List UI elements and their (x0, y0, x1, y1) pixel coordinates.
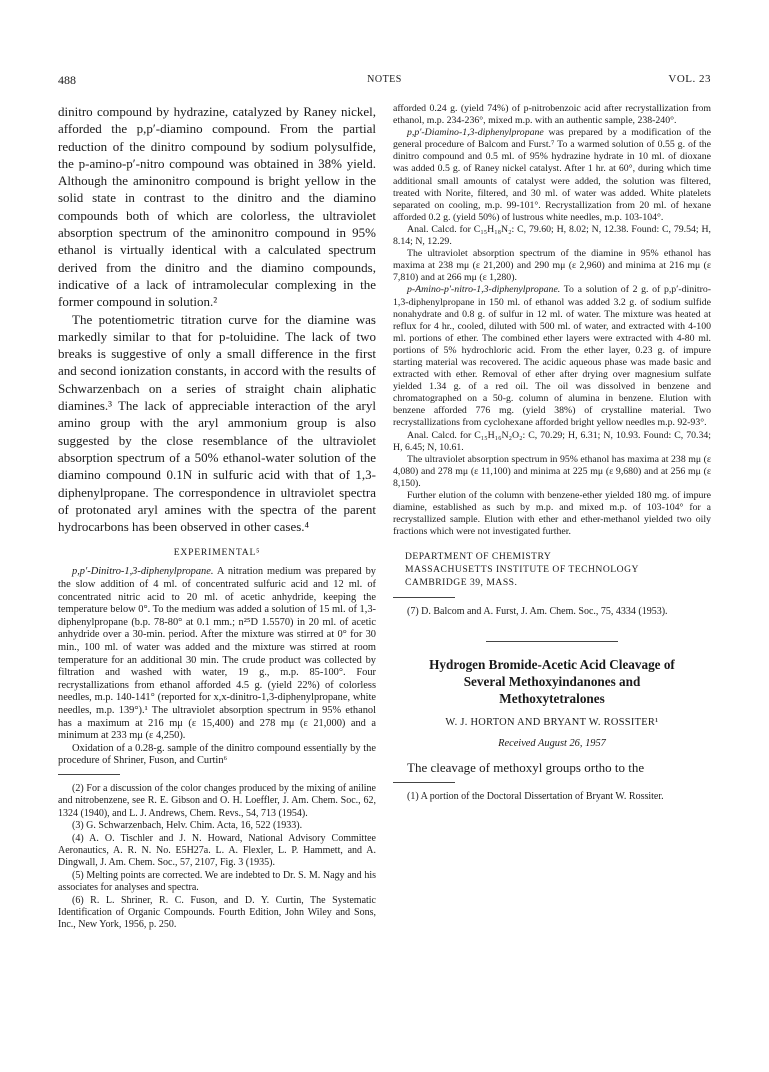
affiliation-line: DEPARTMENT OF CHEMISTRY (405, 551, 552, 563)
affiliation (393, 550, 711, 589)
affiliation-line: CAMBRIDGE 39, MASS. (405, 577, 518, 589)
article-divider (486, 641, 618, 642)
experimental-paragraph: Oxidation of a 0.28-g. sample of the dinitro compound essentially by the procedure of Shriner, Fuson, and Curtin⁶ (58, 742, 376, 767)
compound-name: p-Amino-p′-nitro-1,3-diphenylpropane. (407, 284, 561, 296)
received-date: Received August 26, 1957 (498, 737, 606, 749)
experimental-paragraph: p-Amino-p′-nitro-1,3-diphenylpropane. To a solution of 2 g. of p,p′-dinitro-1,3-diphenylpropane in 150 ml. of ethanol was added 3.2 g. of sodium sulfide nonahydrate and 0.8 g. of sulfur in 12 ml. of water. The mixture was heated at reflux for 4 hr., cooled, diluted with 500 ml. of water, and extracted with 4-100 ml. portions of ether. The combined ether layers were extracted with 4-80 ml. portions of 5% hydrochloric acid. From the ether layer, 0.23 g. of impure starting material was recovered. The acidic aqueous phase was made basic and extracted with ether. Removal of ether after drying over magnesium sulfate yielded 1.34 g. of a red oil. The oil was dissolved in benzene and chromatographed on a 50-g. column of alumina in benzene. Elution with benzene afforded 776 mg. (yield 38%) of crystalline material. Two recrystallizations from cyclohexane afforded bright yellow needles m.p. 92-93°. (393, 284, 711, 429)
left-column (58, 103, 376, 932)
footnote: (5) Melting points are corrected. We are indebted to Dr. S. M. Nagy and his associates for analyses and spectra. (58, 869, 376, 894)
experimental-paragraph: The ultraviolet absorption spectrum of the diamine in 95% ethanol has maxima at 238 mμ (ε 21,200) and 290 mμ (ε 2,960) and minima at 216 mμ (ε 7,810) and at 266 mμ (ε 1,280). (393, 248, 711, 284)
volume-number: VOL. 23 (668, 73, 711, 85)
footnote: (4) A. O. Tischler and J. N. Howard, National Advisory Committee Aeronautics, A. R. N. No. E5H27a. L. A. Flexler, L. P. Hammett, and A. Dingwall, J. Am. Chem. Soc., 57, 2107, Fig. 3 (1935). (58, 832, 376, 869)
analysis-line: Anal. Calcd. for C₁₅H₁₈N₂: C, 79.60; H, 8.02; N, 12.38. Found: C, 79.54; H, 8.14; N, 12.29. (393, 223, 711, 248)
section-name: NOTES (367, 74, 402, 85)
body-paragraph: dinitro compound by hydrazine, catalyzed by Raney nickel, afforded the p,p′-diamino compound. From the partial reduction of the dinitro compound by sodium polysulfide, the p-amino-p′-nitro compound was obtained in 38% yield. Although the aminonitro compound is bright yellow in the solid state in contrast to the dinitro and the diamino compounds both of which are colorless, the ultraviolet absorption spectrum of the aminonitro compound in 95% ethanol is virtually identical with a calculated spectrum derived from the dinitro and the diamino compounds, indicative of a lack of intramolecular complexing in the former compound in solution.² (58, 104, 376, 310)
experimental-paragraph: p,p′-Dinitro-1,3-diphenylpropane. A nitration medium was prepared by the slow addition of 4 ml. of concentrated sulfuric acid and 12 ml. of concentrated nitric acid to 20 ml. of acetic anhydride, keeping the temperature below 0°. To the medium was added a solution of 15 ml. of 1,3-diphenylpropane (b.p. 78-80° at 0.1 mm.; n²⁵D 1.5570) in 20 ml. of acetic anhydride over a 30-min. period. After the mixture was stirred at 0° for 30 min., 100 ml. of water was added and the mixture was stirred at room temperature for an additional 30 min. The crude product was collected by filtration and washed with water, 19 g., m.p. 85-100°. Four recrystallizations from ethanol afforded 4.5 g. (yield 22%) of colorless needles, m.p. 140-141° (reported for x,x-dinitro-1,3-diphenylpropane, white needles, m.p. 139°).¹ The ultraviolet absorption spectrum in 95% ethanol has a maximum at 216 mμ (ε 15,400) and 278 mμ (ε 21,000) and a minimum at 233 mμ (ε 4,250). (58, 566, 376, 742)
footnote: (7) D. Balcom and A. Furst, J. Am. Chem. Soc., 75, 4334 (1953). (407, 606, 668, 618)
footnote: (2) For a discussion of the color changes produced by the mixing of aniline and nitrobenzene, see R. E. Gibson and O. H. Loeffler, J. Am. Chem. Soc., 62, 1324 (1940), and L. J. Andrews, Chem. Revs., 54, 713 (1954). (58, 782, 376, 819)
footnote-divider (393, 597, 455, 598)
footnote: (6) R. L. Shriner, R. C. Fuson, and D. Y. Curtin, The Systematic Identification of Organic Compounds. Fourth Edition, John Wiley and Sons, Inc., New York, 1956, p. 250. (58, 894, 376, 931)
experimental-paragraph: p,p′-Diamino-1,3-diphenylpropane was prepared by a modification of the general procedure of Balcom and Furst.⁷ To a warmed solution of 0.55 g. of the dinitro compound and 0.5 ml. of 95% hydrazine hydrate in 10 ml. of dioxane was added 0.5 g. of Raney nickel catalyst. After 1 hr. at 60°, during which time additional small amounts of catalyst were added, the solution was filtered, treated with Norite, filtered, and 30 ml. of water was added. White platelets separated on cooling, m.p. 99-101°. Recrystallization from 20 ml. of hexane afforded 0.2 g. (yield 50%) of lustrous white needles, m.p. 103-104°. (393, 127, 711, 223)
analysis-line: Anal. Calcd. for C₁₅H₁₆N₂O₂: C, 70.29; H, 6.31; N, 10.93. Found: C, 70.34; H, 6.45; N, 10.61. (393, 429, 711, 453)
footnote: (1) A portion of the Doctoral Dissertation of Bryant W. Rossiter. (407, 791, 664, 803)
running-header (58, 73, 711, 89)
article-authors: W. J. HORTON AND BRYANT W. ROSSITER¹ (445, 716, 659, 728)
experimental-paragraph: Further elution of the column with benzene-ether yielded 180 mg. of impure diamine, established as such by m.p. and mixed m.p. of 103-104° for a recrystallized sample. Elution with ether and ether-methanol yielded two oily fractions which were not investigated further. (393, 490, 711, 538)
footnote-divider (393, 782, 455, 783)
experimental-paragraph: afforded 0.24 g. (yield 74%) of p-nitrobenzoic acid after recrystallization from ethanol, m.p. 234-236°, mixed m.p. with an authentic sample, 238-240°. (393, 103, 711, 127)
right-column (393, 103, 711, 803)
article-title: Hydrogen Bromide-Acetic Acid Cleavage of Several Methoxyindanones and Methoxytetralones (429, 656, 675, 706)
compound-name: p,p′-Dinitro-1,3-diphenylpropane. (72, 566, 214, 578)
experimental-heading: EXPERIMENTAL⁵ (173, 547, 261, 559)
experimental-paragraph: The ultraviolet absorption spectrum in 95% ethanol has maxima at 238 mμ (ε 4,080) and 278 mμ (ε 11,100) and minima at 225 mμ (ε 9,680) and at 256 mμ (ε 8,150). (393, 453, 711, 489)
affiliation-line: MASSACHUSETTS INSTITUTE OF TECHNOLOGY (405, 564, 639, 576)
footnote: (3) G. Schwarzenbach, Helv. Chim. Acta, 16, 522 (1933). (72, 820, 303, 832)
page-number: 488 (58, 73, 76, 87)
compound-name: p,p′-Diamino-1,3-diphenylpropane (407, 127, 544, 139)
footnote-divider (58, 774, 120, 775)
body-paragraph: The potentiometric titration curve for the diamine was markedly similar to that for p-toluidine. The lack of two breaks is suggestive of only a small difference in the first and second ionization constants, in accord with the results of Schwarzenbach on a series of straight chain aliphatic diamines.³ The lack of appreciable interaction of the aryl amino group with the aryl ammonium group is also suggested by the close resemblance of the ultraviolet absorption spectrum of a 50% ethanol-water solution of the diamino compound 0.1N in sulfuric acid with that of 1,3-diphenylpropane. The correspondence in ultraviolet spectra of protonated aryl amines with the spectra of the parent hydrocarbons has been observed in other cases.⁴ (58, 311, 376, 535)
article-opening: The cleavage of methoxyl groups ortho to the (407, 759, 645, 775)
